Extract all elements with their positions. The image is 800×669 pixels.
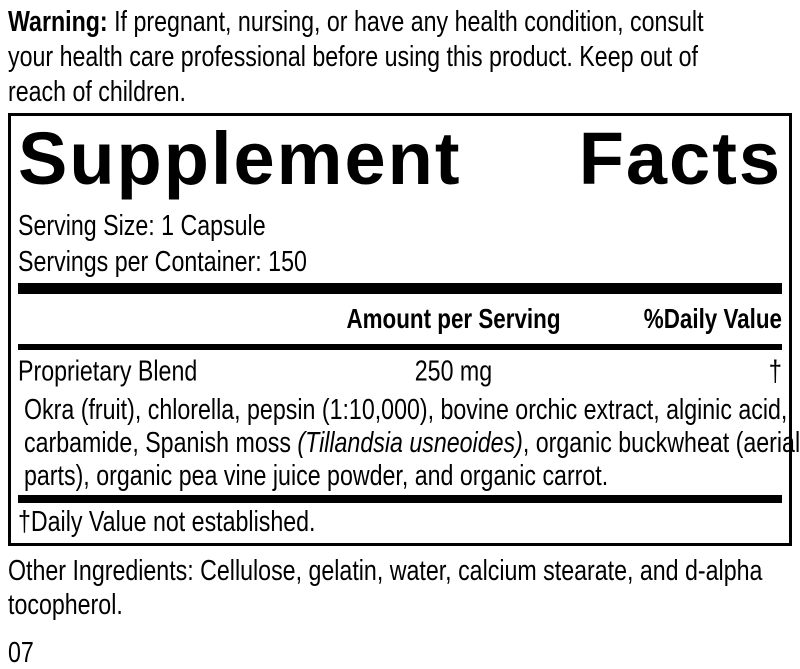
panel-title-word-facts: Facts: [578, 117, 782, 200]
blend-ingredients-line-3: parts), organic pea vine juice powder, and organic carrot.: [24, 460, 609, 492]
warning-line-1: [8, 5, 792, 40]
serving-size: Serving Size: 1 Capsule: [18, 210, 266, 242]
warning-line-1-text: If pregnant, nursing, or have any health condition, consult: [107, 6, 704, 38]
warning-paragraph: [8, 5, 792, 110]
blend-name: Proprietary Blend: [18, 355, 198, 388]
column-header-row: [18, 294, 782, 344]
warning-line-3: reach of children.: [8, 76, 186, 108]
blend-ingredients-line-2-post: , organic buckwheat (aerial: [522, 427, 800, 459]
panel-title-word-supplement: Supplement: [18, 117, 462, 200]
warning-label: Warning:: [8, 6, 108, 38]
latin-name-italic: (Tillandsia usneoides): [297, 427, 523, 459]
item-number: 07: [8, 637, 34, 669]
blend-ingredients: [18, 394, 800, 493]
other-ingredients-line-1: Other Ingredients: Cellulose, gelatin, water, calcium stearate, and d-alpha: [8, 555, 763, 587]
servings-per-container: Servings per Container: 150: [18, 246, 307, 278]
column-header-amount: Amount per Serving: [346, 303, 561, 334]
separator-bar-thick: [18, 283, 782, 294]
blend-amount: 250 mg: [414, 355, 493, 388]
blend-ingredients-line-2-pre: carbamide, Spanish moss: [24, 427, 298, 459]
supplement-facts-panel: [8, 113, 800, 546]
daily-value-footnote: †Daily Value not established.: [18, 506, 316, 538]
panel-title: [18, 117, 782, 200]
blend-ingredients-line-1: Okra (fruit), chlorella, pepsin (1:10,000), bovine orchic extract, alginic acid,: [24, 394, 788, 426]
separator-bar-footer: [18, 495, 782, 503]
other-ingredients-paragraph: [8, 554, 792, 622]
other-ingredients-line-2: tocopherol.: [8, 589, 123, 621]
warning-line-2: your health care professional before using this product. Keep out of: [8, 41, 698, 73]
blend-ingredients-line-2: [24, 427, 800, 460]
proprietary-blend-row: [18, 350, 782, 394]
blend-daily-value-dagger: †: [768, 355, 782, 388]
column-header-daily-value: %Daily Value: [643, 303, 782, 334]
